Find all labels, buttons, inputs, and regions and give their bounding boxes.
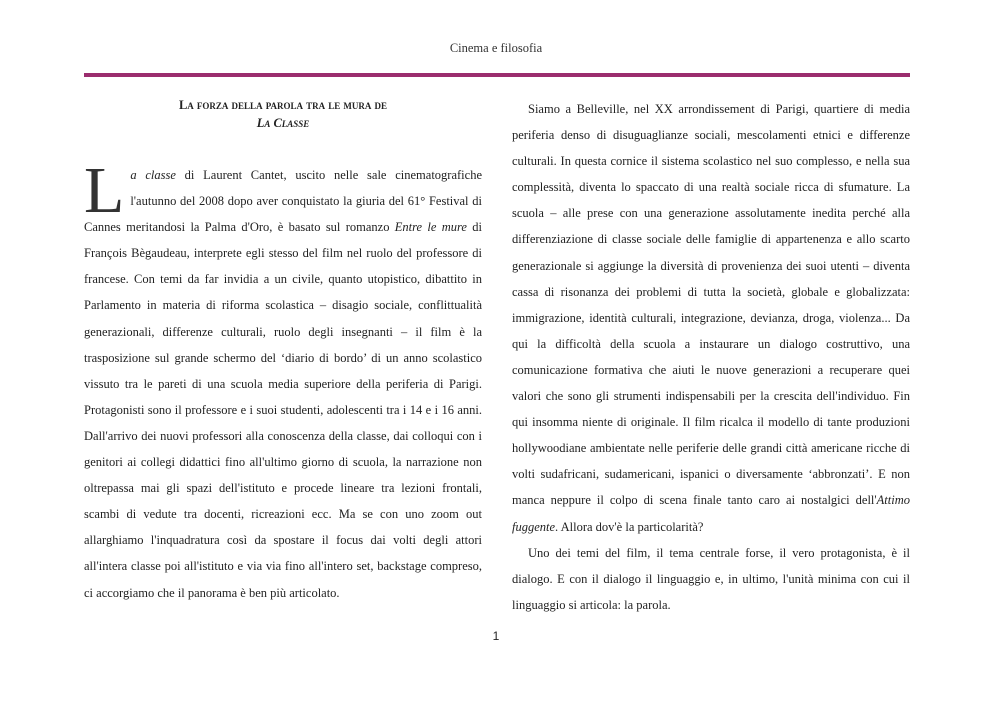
paragraph-2 [512, 96, 910, 540]
text-run: di François Bègaudeau, interprete egli stesso del film nel ruolo del professore di francese. Con temi da far invidia a un civile, quanto utopistico, dibattito in Parlamento in materia di riforma scolastica – disagio sociale, conflittualità generazionali, differenze culturali, ruolo degli insegnanti – il film è la trasposizione sul grande schermo del ‘diario di bordo’ di un anno scolastico vissuto tra le pareti di una scuola media superiore della periferia di Parigi. Protagonisti sono il professore e i suoi studenti, adolescenti tra i 14 e i 16 anni. Dall'arrivo dei nuovi professori alla conoscenza della classe, dai colloqui con i genitori ai collegi didattici fino all'ultimo giorno di scuola, la narrazione non oltrepassa mai gli spazi dell'istituto e procede lineare tra lezioni frontali, scambi di vedute tra docenti, ricreazioni ecc. Ma se con uno zoom out allarghiamo l'inquadratura così da spostare il focus dai volti degli attori all'intera classe poi all'istituto e via via fino all'intero set, backstage compreso, ci accorgiamo che il panorama è ben più articolato. [84, 220, 482, 600]
text-run: di Laurent Cantet, uscito nelle sale cinematografiche l'autunno del 2008 dopo aver conquistato la giuria del 61° Festival di Cannes meritandosi la Palma d'Oro, è basato sul romanzo [84, 168, 482, 235]
italic-text: a classe [130, 168, 176, 182]
italic-text: Attimo fuggente [512, 493, 910, 534]
paragraph-1-text [84, 168, 482, 600]
paragraph-3 [512, 540, 910, 618]
drop-cap: L [84, 154, 125, 227]
text-run: Siamo a Belleville, nel XX arrondissement di Parigi, quartiere di media periferia denso di disuguaglianze sociali, mescolamenti etnici e differenze culturali. In questa cornice il sistema scolastico nel suo complesso, e nella sua complessità, diventa lo spaccato di una realtà sociale ricca di sfumature. La scuola – alle prese con una generazione assolutamente inedita perché alla differenziazione di classe sociale delle famiglie di appartenenza e allo scarto generazionale si aggiunge la diversità di provenienza dei suoi utenti – diventa cassa di risonanza dei problemi di tutta la società, globale e globalizzata: immigrazione, identità culturali, integrazione, devianza, droga, violenza... Da qui la difficoltà della scuola a instaurare un dialogo costruttivo, una comunicazione formativa che aiuti le nuove generazioni a recuperare quei valori che sono gli strumenti indispensabili per la crescita dell'individuo. Fin qui insomma niente di originale. Il film ricalca il modello di tante produzioni hollywoodiane ambientate nelle periferie delle grandi città americane ricche di volti sudafricani, sudamericani, ispanici o diversamente ‘abbronzati’. E non manca neppure il colpo di scena finale tanto caro ai nostalgici dell' [512, 102, 910, 508]
article-title [84, 96, 482, 132]
italic-text: Entre le mure [394, 220, 467, 235]
header-rule [84, 73, 910, 77]
running-header: Cinema e filosofia [449, 41, 543, 55]
paragraph-1 [84, 154, 482, 606]
text-run: Uno dei temi del film, il tema centrale forse, il vero protagonista, è il dialogo. E con il dialogo il linguaggio e, in ultimo, l'unità minima con cui il linguaggio si articola: la parola. [512, 545, 910, 612]
left-column [84, 96, 482, 606]
text-run: . Allora dov'è la particolarità? [555, 519, 704, 534]
page-number: 1 [492, 629, 500, 643]
right-column [512, 96, 910, 618]
article-title-line1: La forza della parola tra le mura de [178, 98, 388, 112]
article-title-line2: La Classe [256, 116, 310, 130]
